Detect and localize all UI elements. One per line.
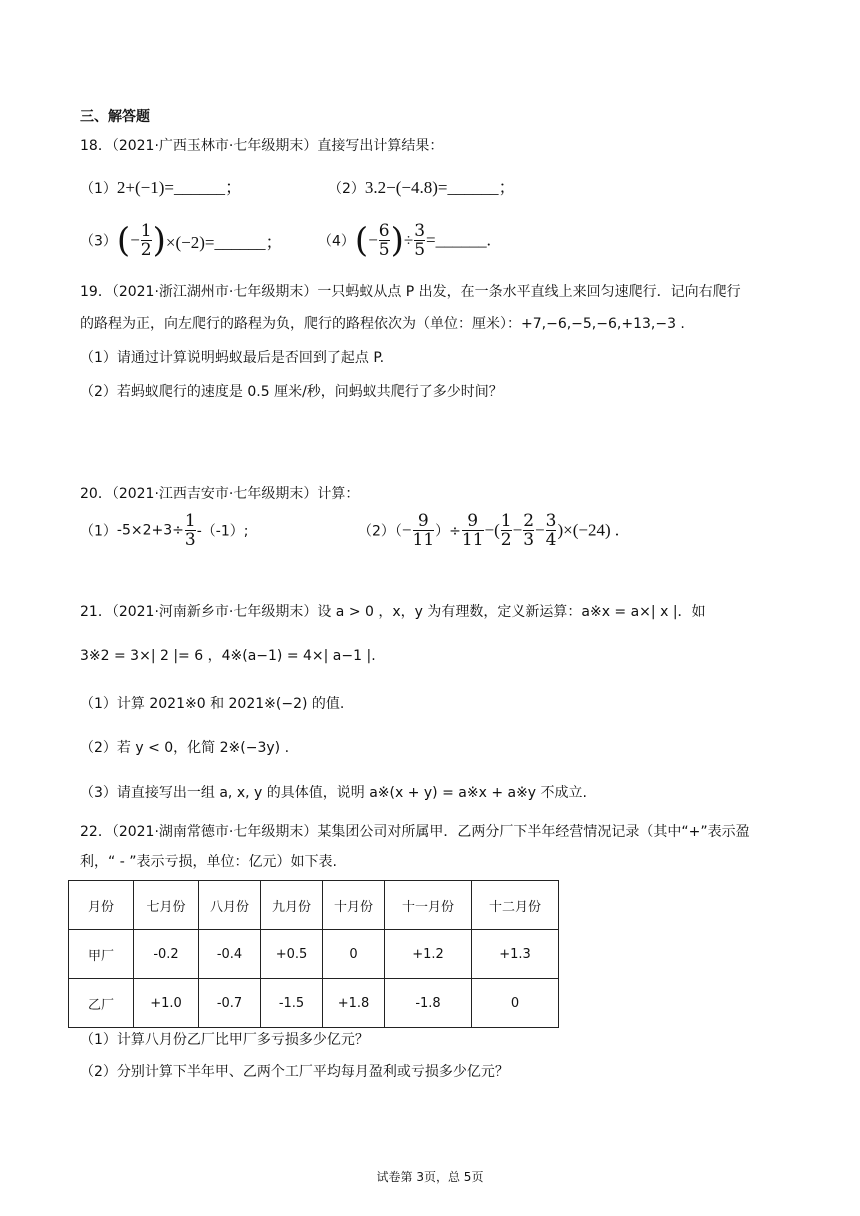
- table-cell: +1.0: [134, 979, 199, 1028]
- table-cell: 乙厂: [69, 979, 134, 1028]
- section-title: 三、解答题: [80, 109, 150, 125]
- q20-f4-num: 2: [523, 511, 535, 531]
- q19-sub1: （1）请通过计算说明蚂蚁最后是否回到了起点 P.: [80, 350, 385, 366]
- q18-part3-fraction: [141, 222, 152, 259]
- table-cell: +0.5: [261, 930, 323, 979]
- table-header-cell: 十一月份: [385, 881, 472, 930]
- table-header-cell: 十月份: [323, 881, 385, 930]
- q20-f3-den: 2: [500, 530, 512, 550]
- table-cell: +1.3: [472, 930, 559, 979]
- table-header-cell: 九月份: [261, 881, 323, 930]
- q20-part2-fraction5: [546, 512, 557, 549]
- q18-part4-denominator1: 5: [378, 240, 390, 260]
- q20-part2-fraction2: [462, 512, 484, 549]
- q18-part2: [328, 173, 516, 198]
- q18-part4-denominator2: 5: [414, 240, 426, 260]
- q18-part1: [80, 173, 242, 198]
- table-cell: -0.7: [199, 979, 261, 1028]
- q20-part2-label: （2）（: [358, 523, 402, 540]
- q18-part1-expr: 2+(−1)=______；: [116, 178, 243, 197]
- q20-f5-den: 4: [545, 530, 557, 550]
- q20-f1-num: 9: [417, 511, 429, 531]
- q18-part4-tail: =______.: [426, 230, 491, 250]
- q20-part2: （2）（− $\frac{9}{11}$ ）÷ $\frac{9}{11}$ −( $\frac{1}{2}$ − $\frac{2}{3}$ − $\frac{3}{4}$ )×(−24) .: [358, 511, 620, 550]
- table-cell: -1.5: [261, 979, 323, 1028]
- q20-part1-expr: -5×2+3÷: [116, 522, 184, 539]
- q18-stem: 18．（2021·广西玉林市·七年级期末）直接写出计算结果：: [80, 138, 444, 154]
- q20-part1: [80, 512, 248, 556]
- q21-sub1: （1）计算 2021※0 和 2021※(−2) 的值.: [80, 696, 345, 712]
- q22-line1: 22．（2021·湖南常德市·七年级期末）某集团公司对所属甲．乙两分厂下半年经营情况记录（其中“+”表示盈: [80, 824, 750, 840]
- table-row: [69, 979, 559, 1028]
- table-header-cell: 十二月份: [472, 881, 559, 930]
- page-footer: 试卷第 3页，总 5页: [376, 1170, 484, 1184]
- q18-part3-numerator: 1: [140, 221, 152, 241]
- q20-part2-mid2: −(: [484, 520, 500, 540]
- q18-part3-denominator: 2: [140, 240, 152, 260]
- q20-part2-mid1: ）÷: [435, 523, 461, 540]
- q21-line1: 21．（2021·河南新乡市·七年级期末）设 a > 0 ，x，y 为有理数，定义新运算：a※x = a×| x |．如: [80, 604, 706, 620]
- q20-f3-num: 1: [500, 511, 512, 531]
- q20-part1-tail: -（-1）;: [196, 523, 249, 540]
- q22-sub2: （2）分别计算下半年甲、乙两个工厂平均每月盈利或亏损多少亿元？: [80, 1064, 509, 1080]
- q20-f4-den: 3: [523, 530, 535, 550]
- table-cell: -1.8: [385, 979, 472, 1028]
- q21-sub2: （2）若 y < 0，化简 2※(−3y) .: [80, 740, 290, 756]
- q20-f1-den: 11: [412, 530, 435, 550]
- q20-part1-numerator: 1: [184, 511, 196, 531]
- q18-part4-label: （4）: [318, 233, 355, 250]
- q18-part3: （3）(− $\frac{1}{2}$ )×(−2)=______；: [80, 220, 283, 261]
- q18-part2-label: （2）: [328, 181, 365, 197]
- table-cell: 0: [472, 979, 559, 1028]
- q21-sub3: （3）请直接写出一组 a, x, y 的具体值，说明 a※(x + y) = a※x + a※y 不成立.: [80, 785, 587, 801]
- q22-data-table: [68, 880, 559, 1028]
- q19-sub2: （2）若蚂蚁爬行的速度是 0.5 厘米/秒，问蚂蚁共爬行了多少时间？: [80, 384, 503, 400]
- q20-f2-num: 9: [467, 511, 479, 531]
- q18-part1-label: （1）: [80, 181, 117, 197]
- q18-part4-div: ÷: [403, 230, 414, 250]
- q18-part4-fraction2: [414, 222, 425, 259]
- q20-part2-minus: −: [401, 520, 412, 540]
- q18-part3-label: （3）: [80, 233, 117, 250]
- q19-line1: 19．（2021·浙江湖州市·七年级期末）一只蚂蚁从点 P 出发，在一条水平直线上来回匀速爬行．记向右爬行: [80, 284, 741, 300]
- table-header-cell: 八月份: [199, 881, 261, 930]
- q18-part2-expr: 3.2−(−4.8)=______；: [364, 178, 516, 197]
- table-header-cell: 月份: [69, 881, 134, 930]
- q18-part4-numerator1: 6: [378, 221, 390, 241]
- q20-f2-den: 11: [461, 530, 484, 550]
- q18-part4-fraction1: [379, 222, 390, 259]
- q20-part1-label: （1）: [80, 523, 117, 540]
- table-cell: +1.8: [323, 979, 385, 1028]
- q20-part2-tail: )×(−24) .: [557, 520, 620, 540]
- q18-part4: （4）(− $\frac{6}{5}$ )÷ $\frac{3}{5}$ =______.: [318, 220, 491, 261]
- q20-part1-denominator: 3: [184, 530, 196, 550]
- table-cell: +1.2: [385, 930, 472, 979]
- q20-part2-fraction3: [501, 512, 512, 549]
- q20-part2-fraction4: [523, 512, 534, 549]
- q22-line2: 利，“ - ”表示亏损，单位：亿元）如下表.: [80, 854, 337, 870]
- table-header-row: [69, 881, 559, 930]
- q20-part2-fraction1: [413, 512, 435, 549]
- q21-line2: 3※2 = 3×| 2 |= 6 ，4※(a−1) = 4×| a−1 |.: [80, 648, 376, 664]
- table-header-cell: 七月份: [134, 881, 199, 930]
- table-cell: 甲厂: [69, 930, 134, 979]
- table-cell: -0.4: [199, 930, 261, 979]
- table-cell: -0.2: [134, 930, 199, 979]
- q19-line2: 的路程为正，向左爬行的路程为负，爬行的路程依次为（单位：厘米）：+7,−6,−5,−6,+13,−3 .: [80, 316, 685, 332]
- q20-f5-num: 3: [545, 511, 557, 531]
- q20-stem: 20．（2021·江西吉安市·七年级期末）计算：: [80, 486, 360, 502]
- q20-part1-fraction: [185, 512, 196, 549]
- q22-sub1: （1）计算八月份乙厂比甲厂多亏损多少亿元？: [80, 1032, 369, 1048]
- table-row: [69, 930, 559, 979]
- table-cell: 0: [323, 930, 385, 979]
- q18-part4-numerator2: 3: [414, 221, 426, 241]
- q18-part3-tail: ×(−2)=______；: [165, 233, 283, 252]
